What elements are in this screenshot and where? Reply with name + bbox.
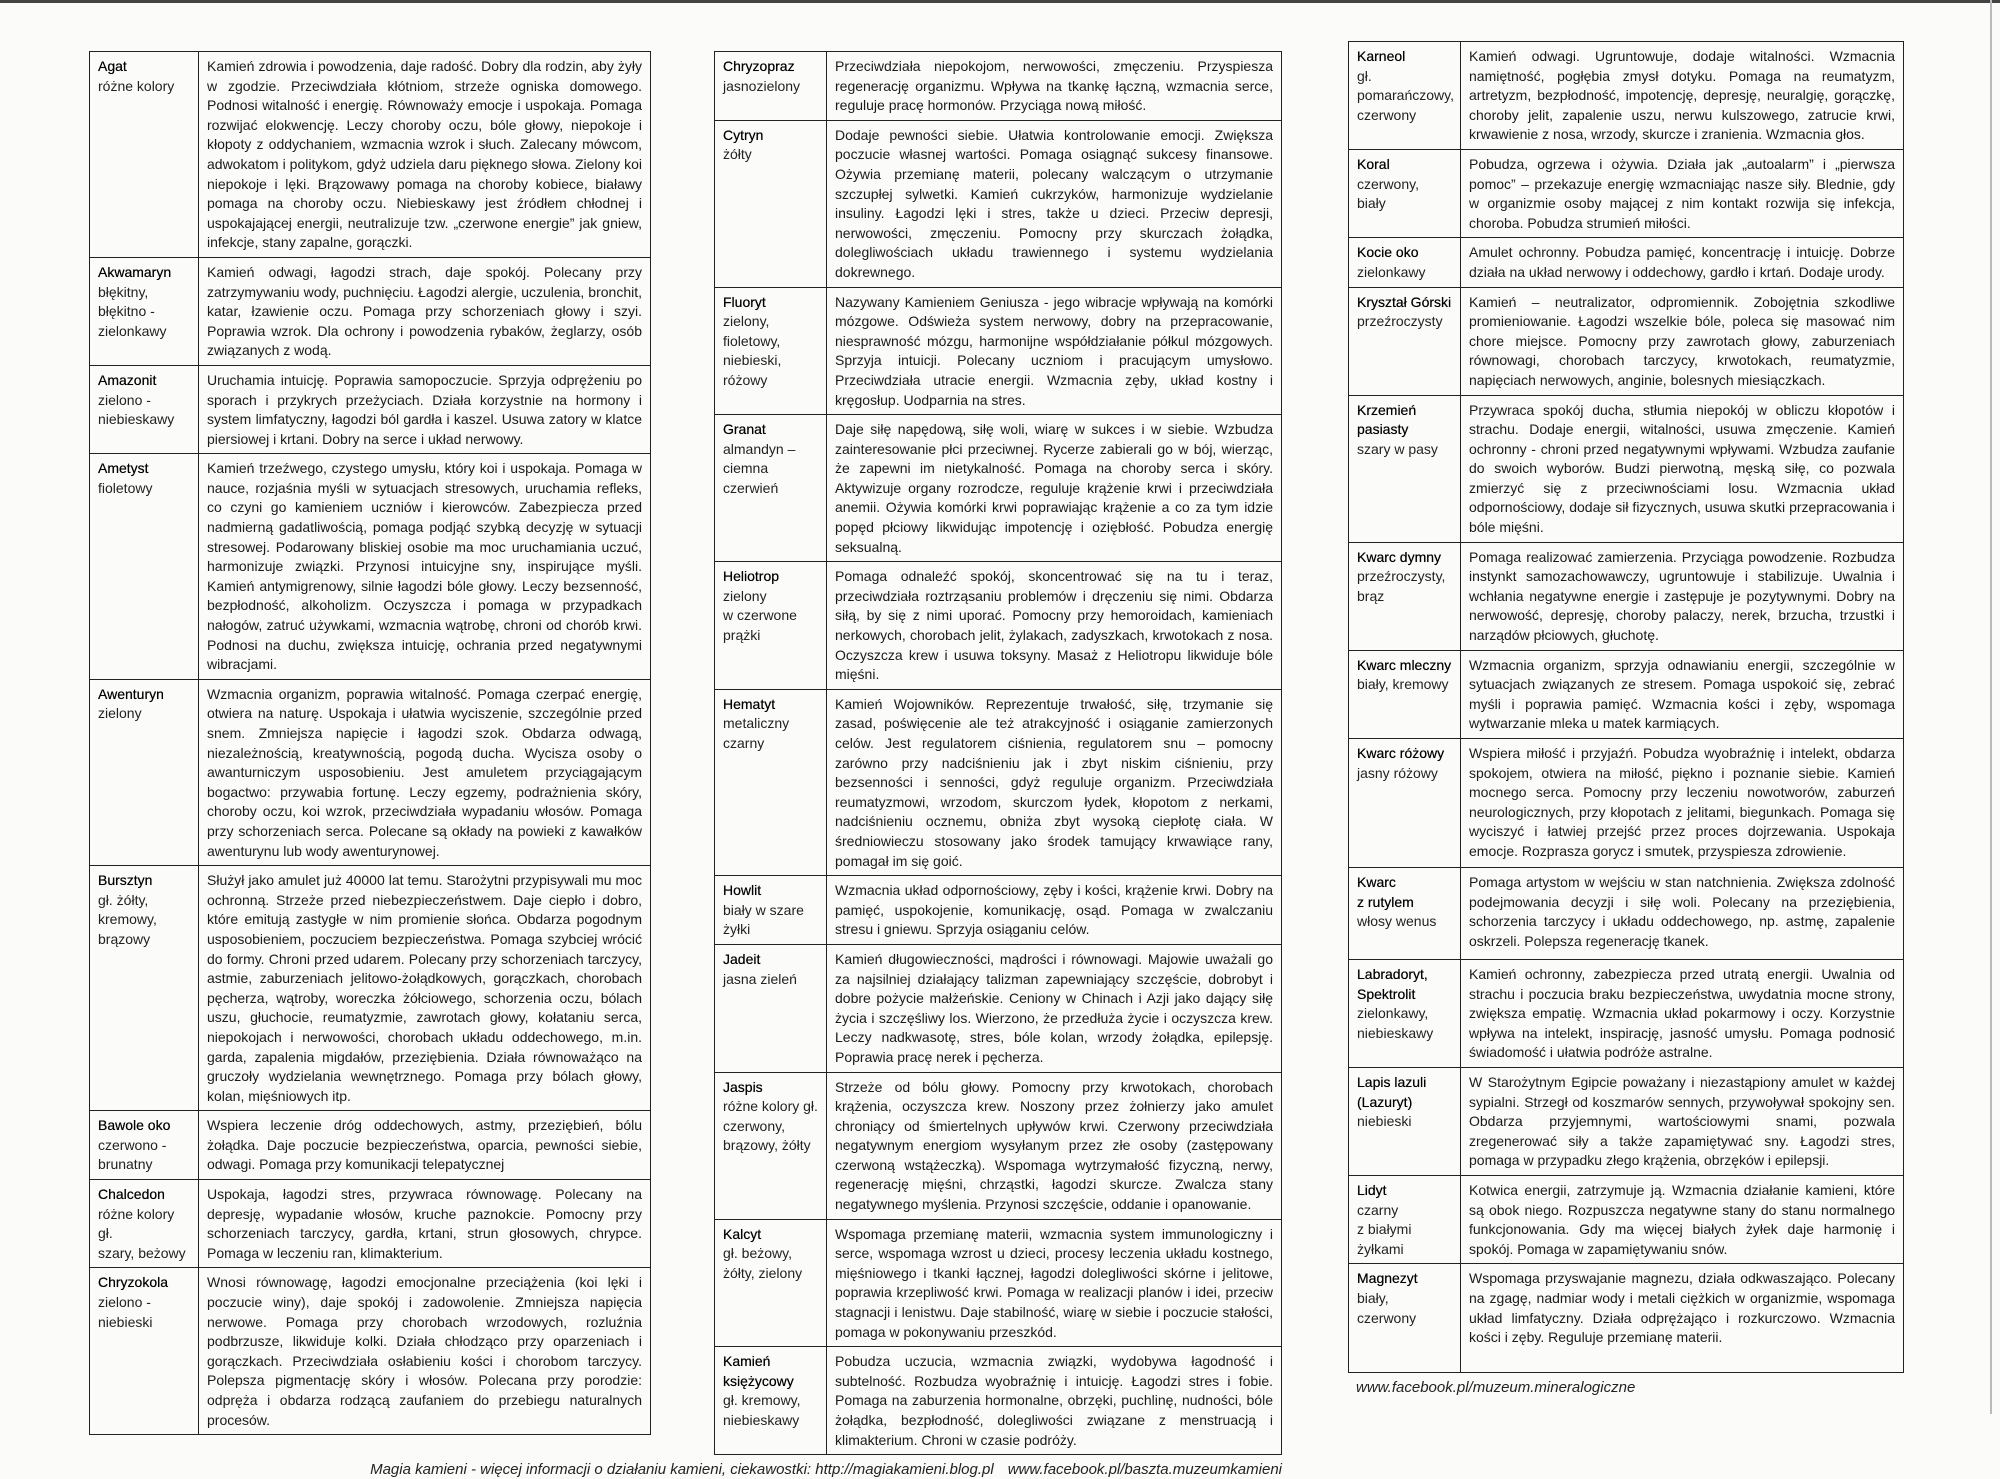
stone-description: Uruchamia intuicję. Poprawia samopoczucie. Sprzyja odprężeniu po sporach i przykrych przeżyciach. Działa korzystnie na hormony i system limfatyczny, łagodzi ból gardła i kaszel. Usuwa zatory w klatce piersiowej i krtani. Dobry na serce i układ nerwowy. (199, 365, 651, 453)
stone-color: różne kolory gł. czerwony, brązowy, żółty (723, 1098, 818, 1154)
stone-name-cell (1349, 650, 1461, 738)
stones-table-middle (714, 51, 1282, 1455)
stone-color: różne kolory (98, 77, 175, 94)
stone-description: Wnosi równowagę, łagodzi emocjonalne przeciążenia (koi lęki i poczucie winy), daje spokój i zadowolenie. Zmniejsza napięcia nerwowe. Pomaga przy chorobach wrzodowych, rozluźnia podbrzusze, likwiduje kolki. Działa chłodząco przy oparzeniach i gorączkach. Przeciwdziała osłabieniu kości i chorobom tarczycy. Polepsza pigmentację skóry i włosów. Polecana przy porodzie: odpręża i obdarza rodzącą zaufaniem do przebiegu naturalnych procesów. (199, 1268, 651, 1435)
stone-description: Wzmacnia organizm, sprzyja odnawianiu energii, szczególnie w sytuacjach związanych ze stresem. Pomaga uspokoić się, zebrać myśli i poprawia pamięć. Wzmacnia kości i zęby, wspomaga wytwarzanie mleka u matek karmiących. (1461, 650, 1904, 738)
stone-name-cell (715, 876, 827, 945)
stone-color: gł. beżowy, żółty, zielony (723, 1245, 803, 1281)
stone-row (1349, 238, 1904, 287)
stone-name-cell (1349, 42, 1461, 150)
stone-description: Kamień ochronny, zabezpiecza przed utratą energii. Uwalnia od strachu i poczucia braku bezpieczeństwa, uwydatnia mocne strony, zwiększa empatię. Wzmacnia układ pokarmowy i oczy. Korzystnie wpływa na intelekt, inspirację, jasność umysłu. Pomaga podnosić świadomość i ułatwia podróże astralne. (1461, 960, 1904, 1068)
stone-name: Chryzokola (98, 1274, 169, 1291)
stone-name: Hematyt (723, 695, 776, 712)
stone-color: przeźroczysty (1357, 313, 1443, 330)
stone-name-cell (1349, 287, 1461, 395)
stone-color: czerwony, biały (1357, 175, 1419, 212)
stone-color: niebieski (1357, 1113, 1412, 1130)
stone-name: Heliotrop (723, 568, 780, 585)
stone-description: Daje siłę napędową, siłę woli, wiarę w sukces i w siebie. Wzbudza zainteresowanie płci przeciwnej. Rycerze zabierali go w bój, wierząc, że zapewni im nietykalność. Pomaga na choroby serca i skóry. Aktywizuje organy rozrodcze, reguluje krążenie krwi i przeciwdziała anemii. Ożywia komórki krwi poprawiając krążenie a co za tym idzie popęd płciowy likwidując impotencję i oziębłość. Pobudza energię seksualną. (827, 415, 1282, 562)
stone-name-cell (90, 1111, 199, 1180)
stone-row (1349, 739, 1904, 868)
stone-description: Wzmacnia organizm, poprawia witalność. Pomaga czerpać energię, otwiera na naturę. Uspokaja i ułatwia wyciszenie, szczególnie przed snem. Zmniejsza napięcie i łagodzi szok. Obdarza odwagą, niezależnością, kreatywnością, pogodą ducha. Wycisza osoby o awanturniczym usposobieniu. Jest amuletem przyciągającym bogactwo: przywabia fortunę. Leczy egzemy, podrażnienia skóry, choroby oczu, koi wzrok, przeciwdziała wypadaniu włosów. Pomaga przy schorzeniach serca. Polecane są okłady na powieki z kawałków awenturynu lub wody awenturynowej. (199, 679, 651, 865)
stone-description: Wspiera miłość i przyjaźń. Pobudza wyobraźnię i intelekt, obdarza spokojem, otwiera na miłość, piękno i poznanie siebie. Kamień mocnego serca. Pomocny przy leczeniu nowotworów, zaburzeń neurologicznych, przy kłopotach z jelitami, biegunkach. Pomaga się wyciszyć i łatwiej przejść przez proces dojrzewania. Uspokaja emocje. Rozprasza gorycz i smutek, przyspiesza zdrowienie. (1461, 739, 1904, 868)
stones-table-right (1348, 41, 1904, 1373)
stone-row (1349, 542, 1904, 650)
stone-name: Bawole oko (98, 1117, 171, 1134)
stone-name-cell (715, 1219, 827, 1347)
stone-description: Wspomaga przemianę materii, wzmacnia system immunologiczny i serce, wspomaga wzrost u dzieci, procesy leczenia układu kostnego, mięśniowego i tkanki łącznej, łagodzi dolegliwości skórne i jelitowe, poprawia krzepliwość krwi. Pomaga w realizacji planów i idei, przeciw stagnacji i lenistwu. Daje stabilność, wiarę w siebie i poczucie stałości, pomaga w pokonywaniu przeszkód. (827, 1219, 1282, 1347)
stone-color: włosy wenus (1357, 913, 1437, 930)
stone-row (1349, 1264, 1904, 1373)
stone-description: Kamień trzeźwego, czystego umysłu, który koi i uspokaja. Pomaga w nauce, rozjaśnia myśli w sytuacjach stresowych, uruchamia refleks, co czyni go kamieniem uczniów i kierowców. Zabezpiecza przed nadmierną gadatliwością, pomaga podjąć szybką decyzję w sytuacji stresowej. Podarowany bliskiej osobie ma moc uruchamiania uczuć, harmonizuje związki. Przynosi intuicyjne sny, inspirujące myśli. Kamień antymigrenowy, silnie łagodzi bóle głowy. Leczy bezsenność, bezpłodność, alkoholizm. Oczyszcza i pomaga w przypadkach nałogów, zatruć używkami, wzmacnia wątrobę, chroni od chorób krwi. Podnosi na duchu, zwiększa intuicję, ochrania przed negatywnymi wibracjami. (199, 454, 651, 680)
stone-name-cell (715, 562, 827, 690)
stone-name-cell (90, 257, 199, 365)
stone-description: Pobudza, ogrzewa i ożywia. Działa jak „autoalarm” i „pierwsza pomoc” – przekazuje energię wzmacniając nasze siły. Blednie, gdy w organizmie osoby mającej z nim kontakt rozwija się infekcja, choroba. Pobudza strumień miłości. (1461, 149, 1904, 237)
stone-row (90, 866, 651, 1111)
stone-row (715, 944, 1282, 1072)
stone-name-cell (715, 120, 827, 287)
stone-row (1349, 287, 1904, 395)
footer-facebook-muzeum[interactable]: www.facebook.pl/muzeum.mineralogiczne (1356, 1379, 1636, 1396)
stone-description: Kotwica energii, zatrzymuje ją. Wzmacnia działanie kamieni, które są obok niego. Rozpuszcza negatywne stany do stanu normalnego funkcjonowania. Gdy ma więcej białych żyłek daje harmonię i spokój. Pomaga w zapamiętywaniu snów. (1461, 1175, 1904, 1263)
stone-color: szary w pasy (1357, 440, 1438, 457)
stone-name: Kalcyt (723, 1225, 762, 1242)
stone-color: biały, kremowy (1357, 676, 1449, 693)
stone-row (715, 1347, 1282, 1455)
stone-color: zielono - niebieskawy (98, 391, 175, 428)
stone-name: Jaspis (723, 1078, 763, 1095)
stone-name-cell (1349, 1175, 1461, 1263)
stone-name: Lapis lazuli (Lazuryt) (1357, 1073, 1427, 1110)
stone-name: Labradoryt, Spektrolit (1357, 966, 1428, 1002)
stone-description: Pomaga artystom w wejściu w stan natchnienia. Zwiększa zdolność podejmowania decyzji i siłę woli. Polecany na przeziębienia, schorzenia tarczycy i układu oddechowego, np. astmę, zapalenie oskrzeli. Polepsza regenerację tkanek. (1461, 868, 1904, 960)
scan-right-edge (1990, 0, 1992, 1414)
stone-name-cell (1349, 739, 1461, 868)
stone-name-cell (715, 944, 827, 1072)
stone-name: Bursztyn (98, 872, 153, 889)
stone-row (90, 454, 651, 680)
stone-name: Magnezyt (1357, 1270, 1418, 1287)
stone-row (90, 1268, 651, 1435)
stone-name-cell (90, 1180, 199, 1268)
stone-description: Kamień Wojowników. Reprezentuje trwałość, siłę, trzymanie się zasad, poświęcenie ale też atrakcyjność i osiąganie zamierzonych celów. Jest regulatorem ciśnienia, regulatorem snu – pomocny zarówno przy nadciśnieniu jak i zbyt niskim ciśnieniu, przy bezsenności i senności, gdyż reguluje organizm. Przeciwdziała reumatyzmowi, wrzodom, skurczom łydek, kłopotom z nerkami, nadciśnieniu ocznemu, obniża zbyt wysoką ciepłotę ciała. W średniowieczu stosowany jako środek tamujący krwawiące rany, pomagał im się goić. (827, 689, 1282, 875)
stone-description: Strzeże od bólu głowy. Pomocny przy krwotokach, chorobach krążenia, oczyszcza krew. Noszony przez żołnierzy jako amulet chroniący od śmiertelnych upływów krwi. Czerwony przeciwdziała negatywnym energiom wysyłanym przez złe osoby (zastępowany czerwoną wstążeczką). Wspomaga wytrzymałość fizyczną, nerwy, regenerację mięśni, chrząstki, łagodzi skurcze. Zwalcza stany negatywnego myślenia. Przynosi szczęście, oddanie i opanowanie. (827, 1072, 1282, 1219)
stone-row (1349, 650, 1904, 738)
stone-description: Pobudza uczucia, wzmacnia związki, wydobywa łagodność i subtelność. Rozbudza wyobraźnię i intuicję. Łagodzi stres i fobie. Pomaga na zaburzenia hormonalne, obrzęki, puchlinę, nudności, bóle żołądka, bezpłodność, dolegliwości związane z menstruacją i klimakterium. Chroni w czasie podróży. (827, 1347, 1282, 1455)
stone-name: Fluoryt (723, 293, 766, 310)
stones-table-left (89, 51, 651, 1435)
stone-name-cell (1349, 1067, 1461, 1175)
stone-name: Kwarc z rutylem (1357, 874, 1414, 910)
stone-name: Granat (723, 421, 766, 438)
stone-color: gł. pomarańczowy, czerwony (1357, 67, 1455, 123)
stone-color: zielonkawy (1357, 263, 1426, 280)
stone-description: Kamień zdrowia i powodzenia, daje radość. Dobry dla rodzin, aby żyły w zgodzie. Przeciwdziała kłótniom, strzeże ogniska domowego. Podnosi witalność i energię. Równoważy emocje i uspokaja. Pomaga rozwijać elokwencję. Leczy choroby oczu, bóle głowy, niepokoje i kłopoty z oddychaniem, wzmacnia wzrok i słuch. Zalecany mówcom, adwokatom i politykom, gdyż udziela daru pięknego słowa. Zielony koi niepokoje i lęki. Brązowawy pomaga na choroby kobiece, białawy pomaga na choroby oczu. Niebieskawy jest źródłem chłodnej i uspokajającej energii, neutralizuje tzw. „czerwone energie” jak gniew, infekcje, stany zapalne, gorączki. (199, 52, 651, 258)
stone-name-cell (1349, 238, 1461, 287)
stone-name-cell (90, 52, 199, 258)
stone-color: żółty (723, 146, 752, 163)
stone-name: Krzemień pasiasty (1357, 401, 1417, 438)
stone-description: Kamień długowieczności, mądrości i równowagi. Majowie uważali go za najsilniej działający talizman zapewniający szczęście, dobrobyt i dobre pożycie małżeńskie. Ceniony w Chinach i Azji jako dający siłę życia i szczęśliwy los. Wierzono, że przedłuża życie i oczyszcza krew. Leczy nadkwasotę, stres, bóle kolan, wrzody żołądka, epilepsję. Poprawia pracę nerek i pęcherza. (827, 944, 1282, 1072)
stone-name: Lidyt (1357, 1181, 1387, 1198)
stone-color: gł. kremowy, niebieskawy (723, 1392, 801, 1428)
stone-color: przeźroczysty, brąz (1357, 568, 1446, 604)
stone-name: Kocie oko (1357, 244, 1419, 261)
stone-description: W Starożytnym Egipcie poważany i niezastąpiony amulet w każdej sypialni. Strzegł od koszmarów sennych, przywoływał spokojny sen. Obdarza przyjemnymi, wartościowymi snami, pozwala zregenerować siły a także zapamiętywać sny. Łagodzi stres, pomaga w przypadku złego krążenia, obrzęków i epilepsji. (1461, 1067, 1904, 1175)
stone-name-cell (715, 287, 827, 415)
stone-color: błękitny, błękitno - zielonkawy (98, 283, 167, 339)
stone-description: Przeciwdziała niepokojom, nerwowości, zmęczeniu. Przyspiesza regenerację organizmu. Wpływa na tkankę łączną, wzmacnia serce, reguluje pracę hormonów. Przyciąga nową miłość. (827, 52, 1282, 121)
stones-table (1348, 41, 1904, 1373)
stone-description: Pomaga realizować zamierzenia. Przyciąga powodzenie. Rozbudza instynkt samozachowawczy, ugruntowuje i stabilizuje. Uwalnia i wchłania negatywne energie i zastępuje je pozytywnymi. Dobry na nerwowość, depresję, choroby palaczy, nerek, brzucha, trzustki i narządów płciowych, głuchotę. (1461, 542, 1904, 650)
stone-row (715, 1219, 1282, 1347)
stone-description: Dodaje pewności siebie. Ułatwia kontrolowanie emocji. Zwiększa poczucie własnej wartości. Pomaga osiągnąć sukcesy finansowe. Ożywia przemianę materii, polecany walczącym o utrzymanie szczupłej sylwetki. Kamień cukrzyków, harmonizuje wydzielanie insuliny. Łagodzi lęki i stres, także u dzieci. Przeciw depresji, nerwowości, zmęczeniu. Pomocny przy skurczach żołądka, dolegliwościach układu trawiennego i systemu wydzielania dokrewnego. (827, 120, 1282, 287)
stone-description: Wspiera leczenie dróg oddechowych, astmy, przeziębień, bólu żołądka. Daje poczucie bezpieczeństwa, oparcia, pewności siebie, odwagi. Pomaga przy komunikacji telepatycznej (199, 1111, 651, 1180)
stone-name: Kamień księżycowy (723, 1353, 794, 1389)
stone-row (90, 1111, 651, 1180)
stone-name-cell (1349, 868, 1461, 960)
stone-name: Chryzopraz (723, 58, 795, 74)
footer-blog-link[interactable]: Magia kamieni - więcej informacji o działaniu kamieni, ciekawostki: http://magiakamieni.blog.pl (370, 1461, 994, 1478)
stone-row (90, 679, 651, 865)
stone-name-cell (1349, 149, 1461, 237)
stone-description: Pomaga odnaleźć spokój, skoncentrować się na tu i teraz, przeciwdziała roztrząsaniu problemów i dręczeniu się nimi. Obdarza siłą, by się z nimi uporać. Pomocny przy hemoroidach, kamieniach nerkowych, chorobach jelit, żylakach, zadyszkach, krwotokach z nosa. Oczyszcza krew i usuwa toksyny. Masaż z Heliotropu likwiduje bóle mięśni. (827, 562, 1282, 690)
stone-description: Uspokaja, łagodzi stres, przywraca równowagę. Polecany na depresję, wypadanie włosów, kruche paznokcie. Pomocny przy schorzeniach tarczycy, gardła, krtani, strun głosowych, chrypce. Pomaga w leczeniu ran, klimakterium. (199, 1180, 651, 1268)
stone-name-cell (1349, 1264, 1461, 1373)
stone-row (90, 257, 651, 365)
stone-description: Amulet ochronny. Pobudza pamięć, koncentrację i intuicję. Dobrze działa na układ nerwowy i oddechowy, gardło i krtań. Dodaje urody. (1461, 238, 1904, 287)
stone-name-cell (715, 689, 827, 875)
stone-color: fioletowy (98, 479, 153, 496)
stone-color: jasnozielony (723, 77, 801, 94)
stone-row (1349, 1067, 1904, 1175)
stone-name-cell (1349, 960, 1461, 1068)
stone-row (715, 52, 1282, 121)
stone-name: Kwarc dymny (1357, 548, 1442, 565)
stone-name-cell (90, 1268, 199, 1435)
stone-name-cell (1349, 395, 1461, 542)
stone-description: Kamień odwagi, łagodzi strach, daje spokój. Polecany przy zatrzymywaniu wody, puchnięciu. Łagodzi alergie, uczulenia, bronchit, katar, łzawienie oczu. Pomaga przy schorzeniach głowy i szyi. Poprawia wzrok. Dla ochrony i powodzenia rybaków, żeglarzy, osób związanych z wodą. (199, 257, 651, 365)
stone-row (715, 876, 1282, 945)
stone-name: Chalcedon (98, 1186, 165, 1203)
stone-name: Kwarc różowy (1357, 745, 1445, 761)
stone-name: Koral (1357, 155, 1390, 172)
stone-description: Służył jako amulet już 40000 lat temu. Starożytni przypisywali mu moc ochronną. Strzeże przed niebezpieczeństwem. Daje ciepło i dobro, które emitują zastygłe w nim promienie słońca. Obdarza pogodnym usposobieniem, poczuciem bezpieczeństwa. Pomaga szybciej wrócić do formy. Chroni przed udarem. Polecany przy schorzeniach tarczycy, astmie, zaburzeniach jelitowo-żołądkowych, gorączkach, chorobach pęcherza, wątroby, woreczka żółciowego, schorzenia oczu, bólach uszu, głuchocie, reumatyzmie, zawrotach głowy, kołataniu serca, niepokojach i nerwowości, chorobach układu oddechowego, m.in. garda, zapalenia migdałów, przeziębienia. Działa równoważąco na gruczoły wydzielania wewnętrznego. Pomaga przy bólach głowy, kolan, mięśniowych itp. (199, 866, 651, 1111)
stone-name: Howlit (723, 882, 762, 899)
stone-row (715, 562, 1282, 690)
stone-name: Karneol (1357, 48, 1406, 64)
footer-facebook-baszta[interactable]: www.facebook.pl/baszta.muzeumkamieni (1007, 1461, 1282, 1478)
stone-row (1349, 1175, 1904, 1263)
stone-color: metaliczny czarny (723, 715, 790, 751)
stone-name-cell (715, 1072, 827, 1219)
stone-color: almandyn – ciemna czerwień (723, 440, 796, 496)
stone-color: gł. żółty, kremowy, brązowy (98, 891, 157, 947)
stone-color: jasny różowy (1357, 764, 1438, 781)
stone-name-cell (90, 454, 199, 680)
stone-row (90, 1180, 651, 1268)
stone-color: różne kolory gł. szary, beżowy (98, 1205, 186, 1261)
stone-name: Amazonit (98, 371, 157, 388)
stone-name-cell (1349, 542, 1461, 650)
stone-description: Przywraca spokój ducha, stłumia niepokój w obliczu kłopotów i strachu. Dodaje energii, witalności, usuwa zmęczenie. Kamień ochronny - chroni przed negatywnymi wpływami. Wzbudza zaufanie do swoich wyborów. Budzi pierwotną, męską siłę, co pozwala zmierzyć się z przeciwnościami losu. Wzmacnia układ odpornościowy, dodaje sił fizycznych, usuwa skutki przepracowania i bóle mięśni. (1461, 395, 1904, 542)
stone-row (1349, 868, 1904, 960)
stone-color: czarny z białymi żyłkami (1357, 1201, 1412, 1257)
stone-color: zielonkawy, niebieskawy (1357, 1005, 1434, 1041)
stone-color: zielony (98, 705, 142, 722)
stone-row (90, 52, 651, 258)
stone-description: Kamień – neutralizator, odpromiennik. Zobojętnia szkodliwe promieniowanie. Łagodzi wszelkie bóle, poleca się masować nim chore miejsce. Pomocny przy zawrotach głowy, zaburzeniach równowagi, chorobach tarczycy, krwotokach, reumatyzmie, napięciach nerwowych, anginie, bolesnych miesiączkach. (1461, 287, 1904, 395)
stone-name-cell (715, 52, 827, 121)
stone-description: Wspomaga przyswajanie magnezu, działa odkwaszająco. Polecany na zgagę, nadmiar wody i metali ciężkich w organizmie, wspomaga układ limfatyczny. Działa odprężająco i rozkurczowo. Wzmacnia kości i zęby. Reguluje przemianę materii. (1461, 1264, 1904, 1373)
stone-name: Jadeit (723, 950, 761, 967)
stone-description: Wzmacnia układ odpornościowy, zęby i kości, krążenie krwi. Dobry na pamięć, uspokojenie, komunikację, osąd. Pomaga w zwalczaniu stresu i gniewu. Sprzyja osiąganiu celów. (827, 876, 1282, 945)
stone-row (715, 689, 1282, 875)
stone-color: czerwono - brunatny (98, 1136, 167, 1173)
stone-color: biały w szare żyłki (723, 901, 804, 938)
stone-row (1349, 395, 1904, 542)
footer-left (370, 1461, 1282, 1479)
stone-row (715, 287, 1282, 415)
stone-name-cell (90, 679, 199, 865)
stone-color: zielono - niebieski (98, 1294, 153, 1330)
stone-row (715, 1072, 1282, 1219)
stone-row (1349, 149, 1904, 237)
stone-name: Kryształ Górski (1357, 293, 1452, 310)
stone-row (1349, 960, 1904, 1068)
stone-name-cell (90, 365, 199, 453)
stone-name-cell (90, 866, 199, 1111)
stone-row (1349, 42, 1904, 150)
stone-name: Akwamaryn (98, 263, 172, 280)
stone-row (90, 365, 651, 453)
stone-description: Kamień odwagi. Ugruntowuje, dodaje witalności. Wzmacnia namiętność, pogłębia zmysł dotyku. Pomaga na reumatyzm, artretyzm, bezpłodność, impotencję, depresję, neuralgię, gorączkę, choroby jelit, zapalenie uszu, nerwu kulszowego, zatrucie krwi, krwawienie z nosa, wrzody, skurcze i zranienia. Wzmacnia głos. (1461, 42, 1904, 150)
stone-color: jasna zieleń (723, 970, 797, 987)
footer-right (1356, 1379, 1635, 1397)
stone-description: Nazywany Kamieniem Geniusza - jego wibracje wpływają na komórki mózgowe. Odświeża system nerwowy, dobry na przepracowanie, niesprawność mózgu, harmonijne współdziałanie półkul mózgowych. Sprzyja intuicji. Polecany uczniom i pracującym umysłowo. Przeciwdziała utracie energii. Wzmacnia zęby, układ kostny i kręgosłup. Uodparnia na stres. (827, 287, 1282, 415)
stone-name: Awenturyn (98, 685, 164, 702)
stones-table (89, 51, 651, 1435)
stone-name-cell (715, 415, 827, 562)
stone-color: biały, czerwony (1357, 1289, 1417, 1326)
stone-color: zielony, fioletowy, niebieski, różowy (723, 313, 782, 388)
stones-table (714, 51, 1282, 1455)
stone-name: Agat (98, 58, 127, 74)
stone-name: Cytryn (723, 126, 764, 143)
stone-name-cell (715, 1347, 827, 1455)
stone-name: Kwarc mleczny (1357, 656, 1452, 673)
stone-row (715, 415, 1282, 562)
stone-color: zielony w czerwone prążki (723, 587, 797, 644)
scan-top-edge (0, 0, 2000, 3)
stone-row (715, 120, 1282, 287)
stone-name: Ametyst (98, 460, 149, 477)
